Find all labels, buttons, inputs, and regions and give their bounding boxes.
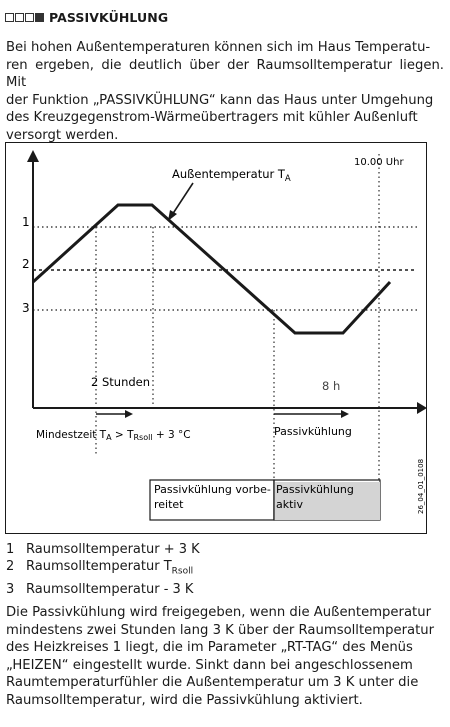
body-line: Die Passivkühlung wird freigegeben, wenn die Außentemperatur <box>6 605 431 620</box>
legend-item-2 <box>6 558 200 581</box>
cooling-arrow-icon <box>341 410 349 418</box>
y-axis-arrow-icon <box>27 150 39 162</box>
intro-line: ren ergeben, die deutlich über der Raumsolltemperatur liegen. Mit <box>6 57 444 91</box>
section-title: PASSIVKÜHLUNG <box>49 9 169 25</box>
legend-item-1 <box>6 541 200 558</box>
min-time-arrow-icon <box>125 410 133 418</box>
empty-square-icon <box>25 13 34 22</box>
filled-square-icon <box>35 13 44 22</box>
prepared-label-line2: reitet <box>154 498 184 511</box>
hours-label: 8 h <box>322 379 341 393</box>
duration-label: 2 Stunden <box>91 375 151 389</box>
body-paragraph <box>6 604 444 710</box>
section-header <box>5 9 168 25</box>
level-label-2: 2 <box>22 257 30 271</box>
intro-line: versorgt werden. <box>6 127 119 143</box>
legend-text: Raumsolltemperatur T <box>26 559 172 574</box>
time-label: 10.00 Uhr <box>354 157 404 168</box>
empty-square-icon <box>5 13 14 22</box>
prepared-label-line1: Passivkühlung vorbe- <box>154 483 271 496</box>
level-label-1: 1 <box>22 215 30 229</box>
legend-text: Raumsolltemperatur - 3 K <box>26 581 194 597</box>
body-line: mindestens zwei Stunden lang 3 K über der Raumsolltemperatur <box>6 622 435 638</box>
label-pointer-arrow-icon <box>168 210 177 221</box>
intro-line: Bei hohen Außentemperaturen können sich im Haus Temperatu- <box>6 40 431 55</box>
legend <box>6 541 200 598</box>
legend-num: 2 <box>6 559 15 574</box>
intro-paragraph <box>6 39 444 145</box>
legend-sub: Rsoll <box>171 566 194 577</box>
outdoor-temperature-label: Außentemperatur $T_A$ <box>172 167 291 184</box>
legend-num: 1 <box>6 542 15 557</box>
x-axis-arrow-icon <box>417 402 427 414</box>
level-label-3: 3 <box>22 301 30 315</box>
passive-cooling-diagram <box>5 142 427 534</box>
legend-item-3 <box>6 581 200 598</box>
passive-cooling-axis-label: Passivkühlung <box>274 425 352 438</box>
empty-square-icon <box>15 13 24 22</box>
body-line: des Heizkreises 1 liegt, die im Parameter „RT-TAG“ des Menüs <box>6 640 413 656</box>
active-label-line1: Passivkühlung <box>276 483 354 496</box>
intro-line: der Funktion „PASSIVKÜHLUNG“ kann das Haus unter Umgehung <box>6 92 434 108</box>
body-line: „HEIZEN“ eingestellt wurde. Sinkt dann bei angeschlossenem <box>6 657 413 673</box>
legend-num: 3 <box>6 581 15 597</box>
figure-id: 26_04_01_0108 <box>417 458 425 514</box>
min-time-label: Mindestzeit TA > TRsoll + 3 °C <box>36 429 191 442</box>
body-line: Raumtemperaturfühler die Außentemperatur um 3 K unter die <box>6 675 419 691</box>
diagram-frame <box>6 143 427 534</box>
intro-line: des Kreuzgegenstrom-Wärmeübertragers mit kühler Außenluft <box>6 110 418 126</box>
active-label-line2: aktiv <box>276 498 303 511</box>
legend-text: Raumsolltemperatur + 3 K <box>26 542 200 557</box>
label-pointer-line <box>172 183 193 215</box>
body-line: Raumsolltemperatur, wird die Passivkühlung aktiviert. <box>6 692 363 708</box>
outdoor-temperature-curve <box>33 205 390 333</box>
